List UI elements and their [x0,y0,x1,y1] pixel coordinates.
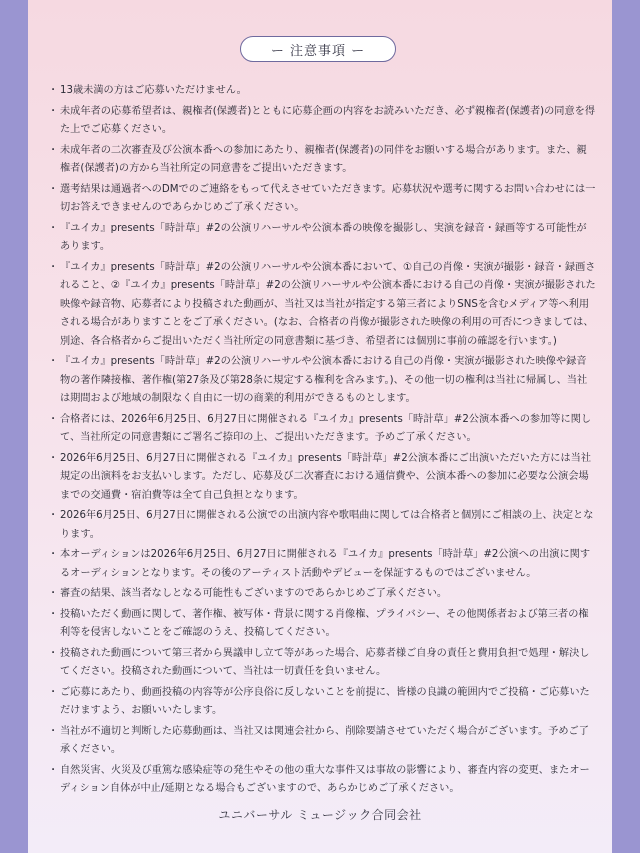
bullet: ・ [48,356,59,367]
list-item [48,220,596,257]
notice-title: ー 注意事項 ー [240,36,396,62]
bullet: ・ [48,452,59,464]
list-item [48,546,596,583]
company-name: ユニバーサル ミュージック合同会社 [218,808,422,822]
note-text: 未成年者の応募希望者は、親権者(保護者)とともに応募企画の内容をお読みいただき、必ず親権者(保護者)の同意を得た上でご応募ください。 [60,105,596,135]
bullet: ・ [48,725,59,737]
bullet: ・ [48,510,59,521]
list-item [48,411,596,448]
bullet: ・ [48,261,59,273]
list-item [48,507,596,544]
bullet: ・ [48,105,59,117]
note-text: 『ユイカ』presents「時計草」#2の公演リハーサルや公演本番において、①自己の肖像・実演が撮影・録音・録画されること、②『ユイカ』presents「時計草」#2の公演リハーサルや公演本番における自己の肖像・実演が撮影された映像や録音物、応募者により投稿された動画が、当社又は当社が指定する第三者によりSNSを含むメディア等へ利用される場合がありますことをご了承ください。(なお、合格者の肖像が撮影された映像の利用の可否につきましては、別途、各合格者からご提出いただく当社所定の同意書類に基づき、希望者には個別に事前の確認を行います。) [60,261,596,347]
notes-list [48,82,596,801]
bullet: ・ [48,222,59,234]
note-text: 13歳未満の方はご応募いただけません。 [60,85,247,96]
note-text: ご応募にあたり、動画投稿の内容等が公序良俗に反しないことを前提に、皆様の良識の範囲内でご投稿・ご応募いただけますよう、お願いいたします。 [60,686,590,716]
bullet: ・ [48,85,59,96]
bullet: ・ [48,183,59,195]
bullet: ・ [48,144,59,156]
note-text: 審査の結果、該当者なしとなる可能性もございますのであらかじめご了承ください。 [60,588,448,599]
bullet: ・ [48,549,59,560]
list-item [48,450,596,506]
note-text: 自然災害、火災及び重篤な感染症等の発生やその他の重大な事件又は事故の影響により、審査内容の変更、またオーディション自体が中止/延期となる場合もございますので、あらかじめご了承ください。 [60,764,590,794]
list-item [48,142,596,179]
note-text: 『ユイカ』presents「時計草」#2の公演リハーサルや公演本番における自己の肖像・実演が撮影された映像や録音物の著作隣接権、著作権(第27条及び第28条に規定する権利を含みます。)、その他一切の権利は当社に帰属し、当社は期間および地域の制限なく自由に一切の商業的利用ができるものとします。 [60,356,588,404]
list-item [48,723,596,760]
bullet: ・ [48,608,59,620]
list-item [48,585,596,604]
list-item [48,82,596,101]
note-text: 投稿された動画について第三者から異議申し立て等があった場合、応募者様ご自身の責任と費用負担で処理・解決してください。投稿された動画について、当社は一切責任を負いません。 [60,647,590,677]
bullet: ・ [48,647,59,659]
note-text: 合格者には、2026年6月25日、6月27日に開催される『ユイカ』presents「時計草」#2公演本番への参加等に関して、当社所定の同意書類にご署名ご捺印の上、ご提出いただきます。予めご了承ください。 [60,413,592,443]
bullet: ・ [48,588,59,599]
bullet: ・ [48,686,59,698]
list-item [48,353,596,409]
note-text: 2026年6月25日、6月27日に開催される公演での出演内容や歌唱曲に関しては合格者と個別にご相談の上、決定となります。 [60,510,594,540]
note-text: 投稿いただく動画に関して、著作権、被写体・背景に関する肖像権、プライバシー、その他関係者および第三者の権利等を侵害しないことをご確認のうえ、投稿してください。 [60,608,589,638]
notice-card [28,0,612,853]
list-item [48,762,596,799]
note-text: 選考結果は通過者へのDMでのご連絡をもって代えさせていただきます。応募状況や選考に関するお問い合わせには一切お答えできませんのであらかじめご了承ください。 [60,183,596,213]
note-text: 未成年者の二次審査及び公演本番への参加にあたり、親権者(保護者)の同伴をお願いする場合があります。また、親権者(保護者)の方から当社所定の同意書をご提出いただきます。 [60,144,587,174]
note-text: 当社が不適切と判断した応募動画は、当社又は関連会社から、削除要請させていただく場合がございます。予めご了承ください。 [60,725,589,755]
list-item [48,606,596,643]
note-text: 2026年6月25日、6月27日に開催される『ユイカ』presents「時計草」#2公演本番にご出演いただいた方には当社規定の出演料をお支払いします。ただし、応募及び二次審査における通信費や、公演本番への参加に必要な公演会場までの交通費・宿泊費等は全て自己負担となります。 [60,452,592,501]
list-item [48,103,596,140]
list-item [48,181,596,218]
list-item [48,645,596,682]
list-item [48,259,596,352]
note-text: 本オーディションは2026年6月25日、6月27日に開催される『ユイカ』presents「時計草」#2公演への出演に関するオーディションとなります。その後のアーティスト活動やデビューを保証するものではございません。 [60,549,591,579]
bullet: ・ [48,764,59,776]
list-item [48,684,596,721]
note-text: 『ユイカ』presents「時計草」#2の公演リハーサルや公演本番の映像を撮影し、実演を録音・録画等する可能性があります。 [60,222,587,252]
bullet: ・ [48,413,59,425]
